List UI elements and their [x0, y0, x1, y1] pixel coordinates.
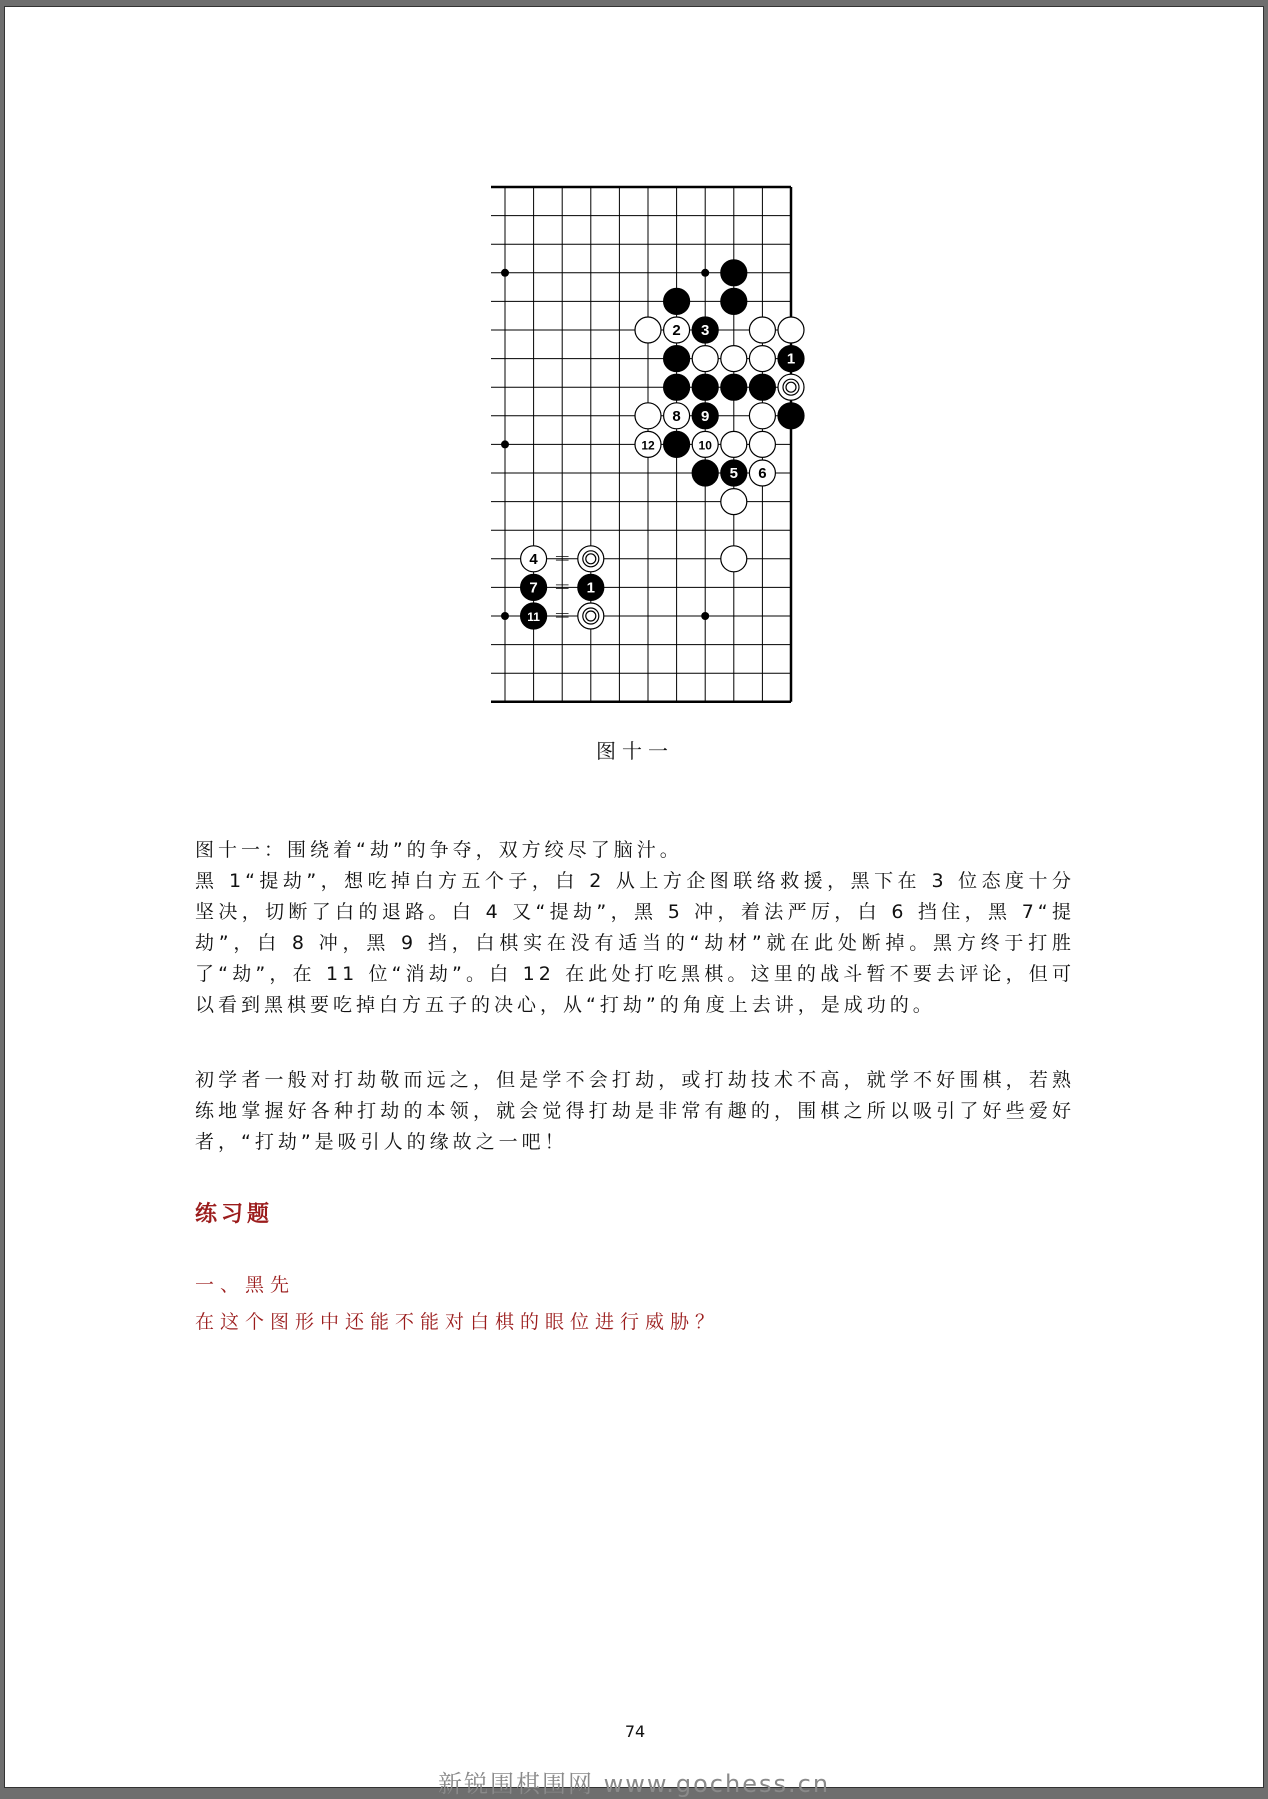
stone-number: 5 — [729, 465, 738, 482]
stone-number: 1 — [586, 579, 595, 597]
stone-number: 10 — [698, 438, 712, 453]
star-point — [701, 269, 709, 277]
black-stone — [721, 288, 747, 314]
stone-number: 1 — [786, 350, 796, 368]
white-stone — [692, 346, 718, 372]
star-point — [701, 612, 709, 620]
black-stone — [692, 374, 718, 400]
black-stone — [749, 374, 775, 400]
paragraph-figure-intro: 图十一：围绕着“劫”的争夺，双方绞尽了脑汁。 — [195, 839, 683, 861]
black-stone — [664, 431, 690, 457]
body-text — [195, 835, 1075, 1021]
stone-number: 4 — [529, 550, 538, 568]
black-stone — [721, 374, 747, 400]
exercise-item-question: 在这个图形中还能不能对白棋的眼位进行威胁？ — [195, 1311, 721, 1333]
white-stone — [635, 317, 661, 343]
black-stone — [692, 460, 718, 486]
stone-number: 2 — [672, 322, 681, 339]
figure-caption: 图十一 — [596, 739, 674, 763]
white-stone — [721, 489, 747, 515]
white-stone — [721, 431, 747, 457]
black-stone — [664, 288, 690, 314]
legend-equals: ＝ — [553, 606, 572, 627]
white-stone — [749, 346, 775, 372]
white-stone — [749, 431, 775, 457]
body-text-2 — [195, 1065, 1075, 1158]
paragraph-summary: 初学者一般对打劫敬而远之，但是学不会打劫，或打劫技术不高，就学不好围棋，若熟练地掌握好各种打劫的本领，就会觉得打劫是非常有趣的，围棋之所以吸引了好些爱好者，“打劫”是吸引人的缘故之一吧！ — [195, 1069, 1075, 1153]
exercise-item-title: 一、黑先 — [195, 1274, 296, 1296]
document-page — [4, 6, 1264, 1788]
black-stone — [778, 403, 804, 429]
black-stone — [721, 260, 747, 286]
legend-right-stone — [578, 603, 604, 629]
stone-number: 8 — [672, 407, 681, 425]
legend-equals: ＝ — [553, 548, 572, 570]
legend-right-stone — [578, 546, 604, 572]
stone-number: 9 — [701, 407, 710, 425]
paragraph-figure-explanation: 黑 1“提劫”，想吃掉白方五个子，白 2 从上方企图联络救援，黑下在 3 位态度十分坚决，切断了白的退路。白 4 又“提劫”，黑 5 冲，着法严厉，白 6 挡住，黑 7“提劫”，白 8 冲，黑 9 挡，白棋实在没有适当的“劫材”就在此处断掉。黑方终于打胜了“劫”，在 11 位“消劫”。白 12 在此处打吃黑棋。这里的战斗暂不要去评论，但可以看到黑棋要吃掉白方五子的决心，从“打劫”的角度上去讲，是成功的。 — [195, 870, 1075, 1016]
stone-number: 7 — [529, 579, 538, 597]
exercise-heading: 练习题 — [195, 1202, 274, 1227]
black-stone — [664, 346, 690, 372]
white-stone — [635, 403, 661, 429]
white-stone — [721, 346, 747, 372]
white-numbered-stone — [778, 374, 804, 400]
star-point — [501, 440, 509, 448]
white-stone — [749, 317, 775, 343]
stone-number: 12 — [641, 438, 655, 453]
stone-number: 11 — [527, 610, 540, 624]
stone-number: 6 — [758, 465, 767, 482]
white-stone — [778, 317, 804, 343]
page-number: 74 — [624, 1722, 646, 1741]
star-point — [501, 612, 509, 620]
stone-number: 3 — [701, 322, 710, 339]
white-stone — [721, 546, 747, 572]
white-stone — [749, 403, 775, 429]
black-stone — [664, 374, 690, 400]
go-board-diagram — [491, 185, 796, 709]
legend-equals: ＝ — [553, 577, 572, 599]
star-point — [501, 269, 509, 277]
watermark-footer: 新锐围棋围网 www.gochess.cn — [437, 1770, 831, 1798]
